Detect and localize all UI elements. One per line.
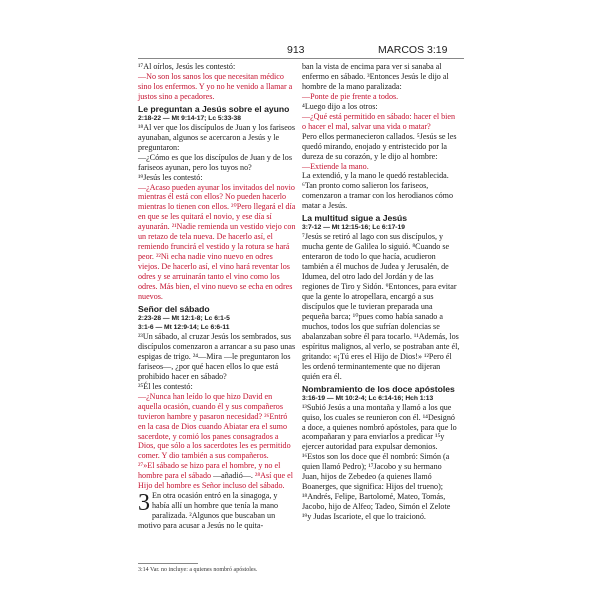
verse-mixed	[138, 461, 296, 491]
verse-text: La extendió, y la mano le quedó restablecida. ⁶Tan pronto como salieron los fariseos, comenzaron a tramar con los herodianos cómo matar a Jesús.	[302, 171, 454, 211]
jesus-words: ²⁸Así que el Hijo del hombre es Señor incluso del sábado.	[138, 471, 293, 491]
cross-reference: 3:16-19 — Mt 10:2-4; Lc 6:14-16; Hch 1:13	[302, 394, 434, 402]
page-number: 913	[287, 44, 305, 56]
chapter-start	[138, 491, 296, 531]
verse-text: En otra ocasión entró en la sinagoga, y había allí un hombre que tenía la mano paralizada. ²Algunos que buscaban un motivo para acusar a Jesús no le quita-	[138, 491, 279, 531]
cross-reference: 3:7-12 — Mt 12:15-16; Lc 6:17-19	[302, 224, 405, 232]
cross-reference: 2:23-28 — Mt 12:1-8; Lc 6:1-5	[138, 314, 230, 322]
jesus-words: —¿Acaso pueden ayunar los invitados del novio mientras él está con ellos? No pueden hacerlo mientras lo tienen con ellos. ²⁰Pero llegará el día en que se les quitará el novio, y ese día sí ayunarán. ²¹Nadie remienda un vestido viejo con un retazo de tela nueva. De hacerlo así, el remiendo fruncirá el vestido y la rotura se hará peor. ²²Ni echa nadie vino nuevo en odres viejos. De hacerlo así, el vino hará reventar los odres y se arruinarán tanto el vino como los odres. Más bien, el vino nuevo se echa en odres nuevos.	[138, 182, 296, 302]
jesus-words: —¿Nunca han leído lo que hizo David en aquella ocasión, cuando él y sus compañeros tuvieron hambre y pasaron necesidad? ²⁶Entró en la casa de Dios cuando Abiatar era el sumo sacerdote, y comió los panes consagrados a Dios, que sólo a los sacerdotes les es permitido comer. Y dio también a sus compañeros.	[138, 391, 291, 461]
section-heading: La multitud sigue a Jesús	[302, 213, 408, 224]
verse-text: ⁷Jesús se retiró al lago con sus discípulos, y mucha gente de Galilea lo siguió. ⁸Cuando se enteraron de todo lo que hacía, acudieron también a él muchos de Judea y Jerusalén, de Idumea, del otro lado del Jordán y de las regiones de Tiro y Sidón. ⁹Entonces, para evitar que la gente lo atropellara, encargó a sus discípulos que le tuvieran preparada una pequeña barca; ¹⁰pues como había sanado a muchos, todos los que sufrían dolencias se abalanzaban sobre él para tocarlo. ¹¹Además, los espíritus malignos, al verlo, se postraban ante él, gritando: «¡Tú eres el Hijo de Dios!» ¹²Pero él les ordenó terminantemente que no dijeran quién era él.	[302, 232, 460, 381]
jesus-words: —¿Qué está permitido en sábado: hacer el bien o hacer el mal, salvar una vida o matar?	[302, 111, 456, 131]
narration: —añadió—.	[211, 471, 255, 481]
section-heading: Le preguntan a Jesús sobre el ayuno	[138, 103, 290, 114]
verse-text: ²⁵Él les contestó:	[138, 381, 193, 391]
jesus-words: —No son los sanos los que necesitan médico sino los enfermos. Y yo no he venido a llamar a justos sino a pecadores.	[138, 71, 293, 101]
verse-text: ¹⁷Al oírlos, Jesús les contestó:	[138, 62, 236, 71]
left-column	[138, 62, 296, 531]
chapter-number: 3	[138, 490, 150, 517]
verse-text: ⁴Luego dijo a los otros:	[302, 101, 378, 111]
verse-text: ¹⁹Jesús les contestó:	[138, 172, 203, 182]
cross-reference: 2:18-22 — Mt 9:14-17; Lc 5:33-38	[138, 114, 241, 122]
right-column	[302, 62, 460, 522]
footnote: 3:14 Var. no incluye: a quienes nombró apóstoles.	[138, 567, 258, 573]
section-heading: Señor del sábado	[138, 303, 210, 314]
verse-text: ¹³Subió Jesús a una montaña y llamó a los que quiso, los cuales se reunieron con él. ¹⁴Designó a doce, a quienes nombró apóstoles, para que lo acompañaran y para enviarlos a predicar ¹⁵y ejercer autoridad para expulsar demonios. ¹⁶Estos son los doce que él nombró: Simón (a quien llamó Pedro); ¹⁷Jacobo y su hermano Juan, hijos de Zebedeo (a quienes llamó Boanerges, que significa: Hijos del trueno); ¹⁸Andrés, Felipe, Bartolomé, Mateo, Tomás, Jacobo, hijo de Alfeo; Tadeo, Simón el Zelote ¹⁹y Judas Iscariote, el que lo traicionó.	[302, 402, 457, 522]
verse-text: ¹⁸Al ver que los discípulos de Juan y los fariseos ayunaban, algunos se acercaron a Jesús y le preguntaron:	[138, 122, 295, 152]
book-reference: MARCOS 3:19	[378, 44, 448, 56]
footnote-rule	[138, 563, 198, 564]
cross-reference: 3:1-6 — Mt 12:9-14; Lc 6:6-11	[138, 323, 230, 331]
jesus-words: —Ponte de pie frente a todos.	[302, 91, 399, 101]
section-heading: Nombramiento de los doce apóstoles	[302, 383, 455, 394]
verse-text: ²³Un sábado, al cruzar Jesús los sembrados, sus discípulos comenzaron a arrancar a su paso unas espigas de trigo. ²⁴—Mira —le preguntaron los fariseos—, ¿por qué hacen ellos lo que está prohibido hacer en sábado?	[138, 331, 296, 381]
jesus-words: ²⁷»El sábado se hizo para el hombre, y no el hombre para el sábado	[138, 461, 281, 481]
verse-text: —¿Cómo es que los discípulos de Juan y de los fariseos ayunan, pero los tuyos no?	[138, 152, 292, 172]
jesus-words: —Extiende la mano.	[302, 161, 369, 171]
verse-text: ban la vista de encima para ver si sanaba al enfermo en sábado. ³Entonces Jesús le dijo al hombre de la mano paralizada:	[302, 62, 449, 91]
header-rule	[138, 58, 464, 59]
verse-text: Pero ellos permanecieron callados. ⁵Jesús se les quedó mirando, enojado y entristecido por la dureza de su corazón, y le dijo al hombre:	[302, 131, 457, 161]
